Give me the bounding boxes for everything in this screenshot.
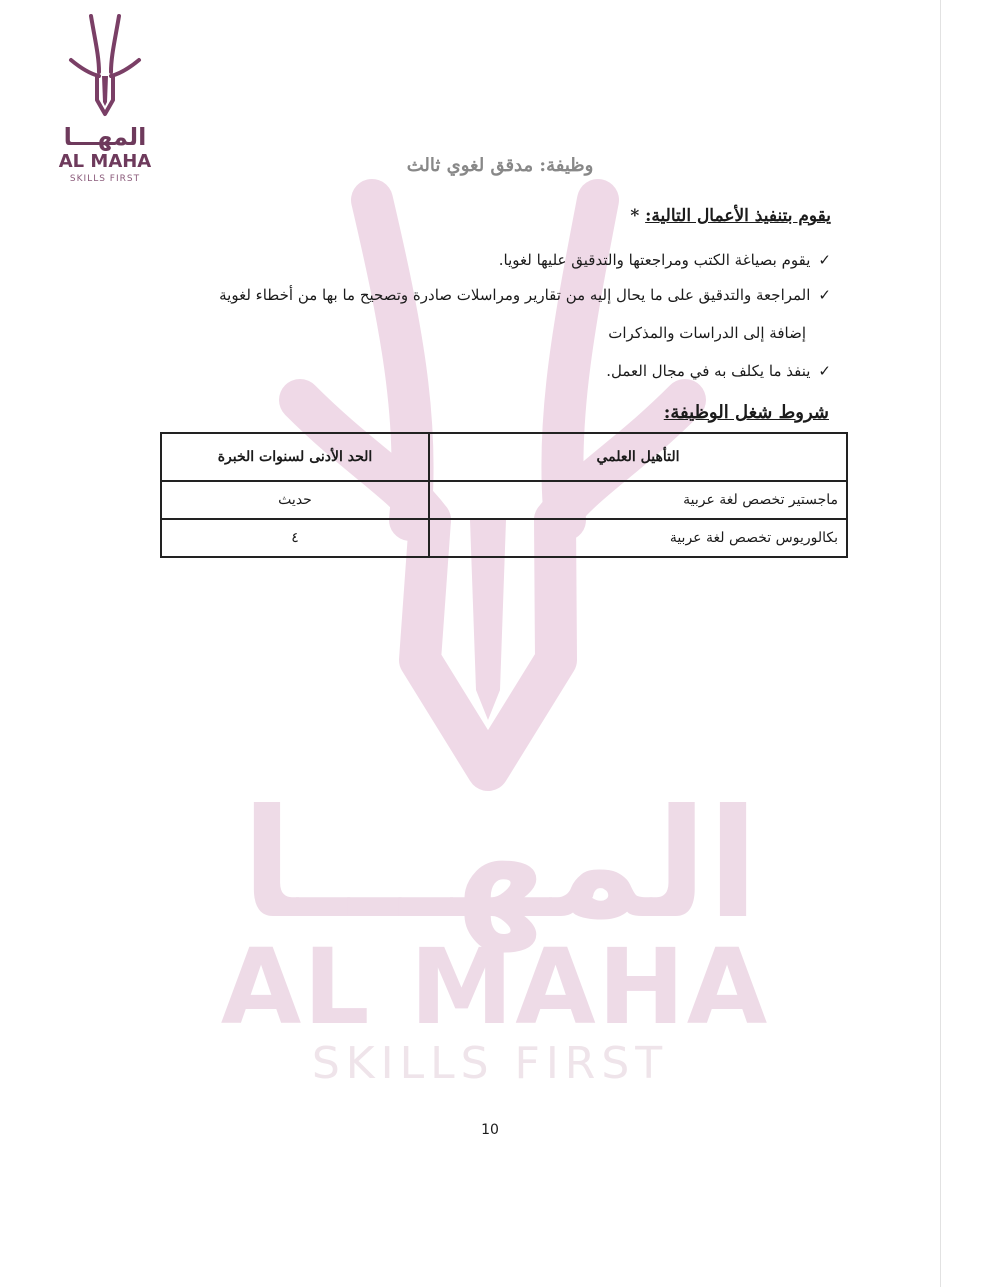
duty-item-continuation: إضافة إلى الدراسات والمذكرات bbox=[608, 324, 806, 342]
duty-item-text: المراجعة والتدقيق على ما يحال إليه من تقارير ومراسلات صادرة وتصحيح ما بها من أخطاء لغوية bbox=[219, 286, 811, 304]
watermark-brand-name: AL MAHA bbox=[220, 926, 770, 1048]
qualification-cell: بكالوريوس تخصص لغة عربية bbox=[429, 519, 847, 557]
company-logo bbox=[50, 10, 160, 190]
checkmark-icon: ✓ bbox=[818, 286, 831, 304]
qualification-header: التأهيل العلمي bbox=[429, 433, 847, 481]
conditions-heading: شروط شغل الوظيفة: bbox=[663, 402, 829, 423]
page-number: 10 bbox=[481, 1122, 499, 1138]
logo-arabic-name: المهـــا bbox=[63, 123, 147, 151]
duty-item bbox=[499, 251, 831, 269]
duty-item bbox=[606, 362, 831, 380]
duties-heading-bullet: * bbox=[630, 206, 640, 226]
watermark-tagline: SKILLS FIRST bbox=[311, 1038, 669, 1089]
checkmark-icon: ✓ bbox=[818, 362, 831, 380]
table-row bbox=[161, 519, 847, 557]
duty-item bbox=[219, 286, 831, 304]
gazelle-logo-icon bbox=[65, 10, 145, 122]
experience-cell: ٤ bbox=[161, 519, 429, 557]
checkmark-icon: ✓ bbox=[818, 251, 831, 269]
duty-item-text: يقوم بصياغة الكتب ومراجعتها والتدقيق عليها لغويا. bbox=[498, 251, 811, 269]
duty-item-text: ينفذ ما يكلف به في مجال العمل. bbox=[606, 362, 811, 380]
duties-heading bbox=[630, 206, 831, 226]
experience-header: الحد الأدنى لسنوات الخبرة bbox=[161, 433, 429, 481]
table-header-row bbox=[161, 433, 847, 481]
experience-cell: حديث bbox=[161, 481, 429, 519]
job-title: وظيفة: مدقق لغوي ثالث bbox=[406, 155, 594, 176]
table-row bbox=[161, 481, 847, 519]
watermark-arabic-name: المهـــا bbox=[241, 778, 759, 952]
duties-heading-text: يقوم بتنفيذ الأعمال التالية: bbox=[645, 206, 831, 226]
logo-brand-name: AL MAHA bbox=[58, 151, 152, 172]
logo-tagline: SKILLS FIRST bbox=[69, 174, 141, 184]
requirements-table bbox=[160, 432, 848, 558]
qualification-cell: ماجستير تخصص لغة عربية bbox=[429, 481, 847, 519]
scan-edge-line bbox=[940, 0, 941, 1287]
